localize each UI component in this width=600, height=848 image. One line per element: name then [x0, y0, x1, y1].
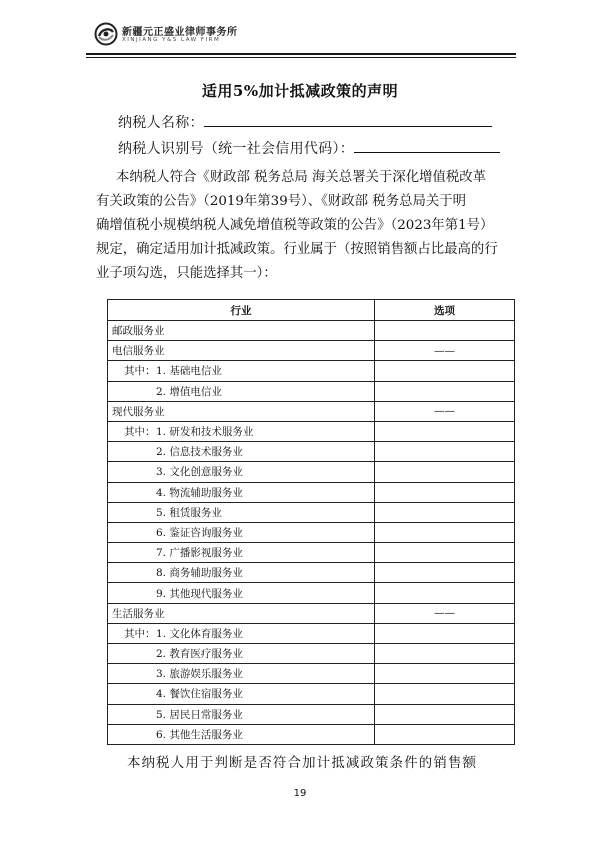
industry-name: 7. 广播影视服务业: [156, 547, 243, 560]
industry-name: 5. 居民日常服务业: [156, 708, 243, 721]
table-row: [108, 401, 515, 421]
continuation-text: 本纳税人用于判断是否符合加计抵减政策条件的销售额: [127, 756, 478, 771]
option-cell: ——: [375, 401, 515, 421]
option-checkbox-cell[interactable]: [375, 563, 515, 583]
option-checkbox-cell[interactable]: [375, 664, 515, 684]
industry-name: 生活服务业: [112, 607, 165, 620]
industry-cell: [108, 522, 375, 542]
industry-cell: [108, 543, 375, 563]
industry-name: 6. 鉴证咨询服务业: [156, 526, 243, 539]
table-row: [108, 442, 515, 462]
taxpayer-id-line: [354, 138, 500, 153]
industry-cell: [108, 361, 375, 381]
row-prefix: 其中：: [124, 426, 156, 439]
table-row: [108, 421, 515, 441]
firm-name-cn: 新疆元正盛业律师事务所: [122, 27, 238, 38]
industry-cell: [108, 482, 375, 502]
taxpayer-name-line: [204, 112, 492, 127]
header-option: 选项: [375, 300, 515, 321]
industry-name: 电信服务业: [112, 345, 165, 358]
firm-name-en: XINJIANG Y&S LAW FIRM: [122, 37, 221, 43]
option-cell: ——: [375, 603, 515, 623]
industry-name: 6. 其他生活服务业: [156, 728, 243, 741]
industry-cell: [108, 401, 375, 421]
table-row: [108, 563, 515, 583]
option-checkbox-cell[interactable]: [375, 442, 515, 462]
table-row: [108, 543, 515, 563]
option-checkbox-cell[interactable]: [375, 543, 515, 563]
industry-name: 1. 文化体育服务业: [156, 627, 243, 640]
table-row: [108, 644, 515, 664]
industry-cell: [108, 442, 375, 462]
industry-name: 1. 研发和技术服务业: [156, 426, 254, 439]
taxpayer-id-field: [118, 138, 500, 158]
table-header-row: [108, 300, 515, 321]
industry-cell: [108, 321, 375, 341]
row-prefix: 其中：: [124, 627, 156, 640]
industry-cell: [108, 684, 375, 704]
industry-name: 邮政服务业: [112, 325, 165, 338]
table-row: [108, 603, 515, 623]
option-checkbox-cell[interactable]: [375, 704, 515, 724]
industry-cell: [108, 563, 375, 583]
table-row: [108, 361, 515, 381]
paragraph-line: 本纳税人符合《财政部 税务总局 海关总署关于深化增值税改革: [116, 170, 487, 185]
table-row: [108, 482, 515, 502]
industry-cell: [108, 502, 375, 522]
table-row: [108, 502, 515, 522]
option-checkbox-cell[interactable]: [375, 623, 515, 643]
option-checkbox-cell[interactable]: [375, 644, 515, 664]
industry-cell: [108, 724, 375, 744]
industry-name: 3. 文化创意服务业: [156, 466, 243, 479]
industry-cell: [108, 704, 375, 724]
industry-name: 2. 教育医疗服务业: [156, 648, 243, 661]
declaration-paragraph: [96, 166, 520, 286]
firm-logo-icon: [94, 22, 118, 46]
table-row: [108, 664, 515, 684]
industry-name: 现代服务业: [112, 405, 165, 418]
paragraph-line: 有关政策的公告》（2019年第39号）、《财政部 税务总局关于明: [96, 194, 467, 209]
option-checkbox-cell[interactable]: [375, 482, 515, 502]
table-row: [108, 684, 515, 704]
industry-name: 2. 信息技术服务业: [156, 446, 243, 459]
option-checkbox-cell[interactable]: [375, 381, 515, 401]
table-row: [108, 341, 515, 361]
industry-cell: [108, 421, 375, 441]
table-row: [108, 583, 515, 603]
industry-cell: [108, 644, 375, 664]
industry-cell: [108, 664, 375, 684]
industry-cell: [108, 381, 375, 401]
option-checkbox-cell[interactable]: [375, 522, 515, 542]
header-rule-thin: [86, 57, 516, 58]
industry-name: 5. 租赁服务业: [156, 506, 222, 519]
option-checkbox-cell[interactable]: [375, 321, 515, 341]
industry-name: 2. 增值电信业: [156, 385, 222, 398]
industry-cell: [108, 583, 375, 603]
option-checkbox-cell[interactable]: [375, 421, 515, 441]
table-row: [108, 704, 515, 724]
option-checkbox-cell[interactable]: [375, 502, 515, 522]
table-row: [108, 462, 515, 482]
option-cell: ——: [375, 341, 515, 361]
option-checkbox-cell[interactable]: [375, 361, 515, 381]
paragraph-line: 确增值税小规模纳税人减免增值税等政策的公告》（2023年第1号）: [96, 218, 494, 233]
page-title: 适用5%加计抵减政策的声明: [201, 82, 399, 100]
industry-name: 4. 餐饮住宿服务业: [156, 688, 243, 701]
industry-cell: [108, 462, 375, 482]
header-industry: 行业: [108, 300, 375, 321]
industry-name: 1. 基础电信业: [156, 365, 222, 378]
paragraph-line: 业子项勾选，只能选择其一）：: [96, 266, 277, 281]
industry-name: 8. 商务辅助服务业: [156, 567, 243, 580]
option-checkbox-cell[interactable]: [375, 684, 515, 704]
industry-name: 3. 旅游娱乐服务业: [156, 668, 243, 681]
taxpayer-name-field: [118, 112, 492, 132]
header-rule-thick: [86, 53, 516, 55]
row-prefix: 其中：: [124, 365, 156, 378]
option-checkbox-cell[interactable]: [375, 462, 515, 482]
page-number: 19: [293, 788, 307, 799]
table-row: [108, 381, 515, 401]
table-row: [108, 724, 515, 744]
option-checkbox-cell[interactable]: [375, 724, 515, 744]
taxpayer-id-label: 纳税人识别号（统一社会信用代码）：: [118, 141, 355, 157]
industry-name: 9. 其他现代服务业: [156, 587, 243, 600]
option-checkbox-cell[interactable]: [375, 583, 515, 603]
industry-cell: [108, 603, 375, 623]
table-row: [108, 522, 515, 542]
industry-name: 4. 物流辅助服务业: [156, 486, 243, 499]
industry-cell: [108, 623, 375, 643]
industry-table: [107, 299, 515, 745]
taxpayer-name-label: 纳税人名称：: [118, 115, 204, 131]
paragraph-line: 规定，确定适用加计抵减政策。行业属于（按照销售额占比最高的行: [96, 242, 498, 257]
table-row: [108, 623, 515, 643]
industry-cell: [108, 341, 375, 361]
table-row: [108, 321, 515, 341]
